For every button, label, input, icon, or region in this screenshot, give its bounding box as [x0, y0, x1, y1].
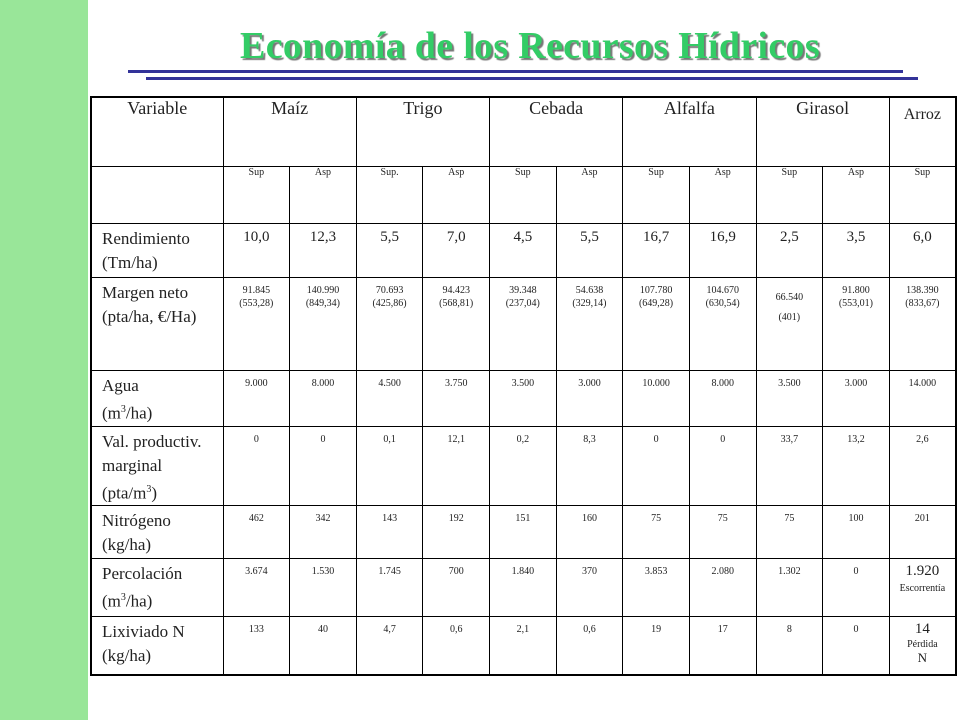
subheader-cell: Sup — [889, 167, 956, 224]
table-cell: 75 — [689, 506, 756, 559]
table-cell: 8,3 — [556, 426, 623, 506]
table-cell: 100 — [823, 506, 890, 559]
table-cell: 19 — [623, 617, 690, 675]
subheader-blank — [91, 167, 223, 224]
table-cell: 133 — [223, 617, 290, 675]
table-row-margen-neto — [91, 278, 956, 371]
table-cell: 140.990 (849,34) — [290, 278, 357, 371]
table-cell: 0,1 — [356, 426, 423, 506]
table-cell: 10,0 — [223, 224, 290, 278]
row-label: Rendimiento (Tm/ha) — [91, 224, 223, 278]
table-cell: 0,6 — [423, 617, 490, 675]
table-cell: 0,2 — [490, 426, 557, 506]
table-cell: 1.530 — [290, 559, 357, 617]
table-row-val-productiv — [91, 426, 956, 506]
table-cell: 1.920 Escorrentía — [889, 559, 956, 617]
table-cell: 4.500 — [356, 371, 423, 427]
header-girasol: Girasol — [756, 97, 889, 167]
table-cell: 201 — [889, 506, 956, 559]
table-cell: 12,1 — [423, 426, 490, 506]
table-cell: 1.840 — [490, 559, 557, 617]
table-cell: 70.693 (425,86) — [356, 278, 423, 371]
table-row-rendimiento — [91, 224, 956, 278]
subheader-cell: Asp — [556, 167, 623, 224]
table-cell: 138.390 (833,67) — [889, 278, 956, 371]
table-cell: 0,6 — [556, 617, 623, 675]
table-cell: 0 — [823, 559, 890, 617]
table-cell: 9.000 — [223, 371, 290, 427]
title-underline-top — [128, 70, 903, 73]
table-cell: 5,5 — [556, 224, 623, 278]
header-maiz: Maíz — [223, 97, 356, 167]
subheader-cell: Sup — [223, 167, 290, 224]
subheader-cell: Sup — [490, 167, 557, 224]
crop-data-table — [90, 96, 957, 676]
table-cell: 14 Pérdida N — [889, 617, 956, 675]
header-row — [91, 97, 956, 167]
table-cell: 107.780 (649,28) — [623, 278, 690, 371]
table-cell: 0 — [689, 426, 756, 506]
table-cell: 91.800 (553,01) — [823, 278, 890, 371]
table-cell: 17 — [689, 617, 756, 675]
table-cell: 0 — [823, 617, 890, 675]
table-cell: 14.000 — [889, 371, 956, 427]
table-cell: 54.638 (329,14) — [556, 278, 623, 371]
row-label: Lixiviado N (kg/ha) — [91, 617, 223, 675]
page-title: Economía de los Recursos Hídricos — [240, 25, 820, 67]
table-cell: 4,5 — [490, 224, 557, 278]
table-cell: 12,3 — [290, 224, 357, 278]
subheader-cell: Asp — [423, 167, 490, 224]
table-row-lixiviado-n — [91, 617, 956, 675]
table-cell: 66.540 (401) — [756, 278, 823, 371]
header-cebada: Cebada — [490, 97, 623, 167]
table-cell: 8.000 — [290, 371, 357, 427]
table-cell: 39.348 (237,04) — [490, 278, 557, 371]
subheader-cell: Asp — [823, 167, 890, 224]
table-cell: 3.500 — [490, 371, 557, 427]
table-cell: 91.845 (553,28) — [223, 278, 290, 371]
table-row-nitrogeno — [91, 506, 956, 559]
table-cell: 151 — [490, 506, 557, 559]
table-cell: 2,1 — [490, 617, 557, 675]
table-cell: 1.302 — [756, 559, 823, 617]
table-cell: 370 — [556, 559, 623, 617]
table-cell: 3,5 — [823, 224, 890, 278]
table-cell: 3.750 — [423, 371, 490, 427]
table-cell: 143 — [356, 506, 423, 559]
table-cell: 0 — [290, 426, 357, 506]
subheader-cell: Asp — [290, 167, 357, 224]
table-cell: 13,2 — [823, 426, 890, 506]
table-cell: 700 — [423, 559, 490, 617]
table-cell: 6,0 — [889, 224, 956, 278]
table-cell: 0 — [223, 426, 290, 506]
table-cell: 8.000 — [689, 371, 756, 427]
table-cell: 0 — [623, 426, 690, 506]
table-cell: 16,7 — [623, 224, 690, 278]
table-cell: 3.000 — [823, 371, 890, 427]
left-accent-bar — [0, 0, 88, 720]
header-variable: Variable — [91, 97, 223, 167]
table-cell: 104.670 (630,54) — [689, 278, 756, 371]
table-cell: 33,7 — [756, 426, 823, 506]
row-label: Nitrógeno (kg/ha) — [91, 506, 223, 559]
table-cell: 1.745 — [356, 559, 423, 617]
table-cell: 2.080 — [689, 559, 756, 617]
subheader-cell: Asp — [689, 167, 756, 224]
subheader-row — [91, 167, 956, 224]
title-underline-bottom — [146, 77, 918, 80]
table-cell: 192 — [423, 506, 490, 559]
table-cell: 462 — [223, 506, 290, 559]
table-cell: 3.000 — [556, 371, 623, 427]
table-cell: 10.000 — [623, 371, 690, 427]
row-label: Percolación $(m^3/ha)$ — [91, 559, 223, 617]
subheader-cell: Sup. — [356, 167, 423, 224]
table-cell: 3.500 — [756, 371, 823, 427]
row-label: Margen neto (pta/ha, €/Ha) — [91, 278, 223, 371]
subheader-cell: Sup — [756, 167, 823, 224]
table-cell: 2,5 — [756, 224, 823, 278]
table-cell: 3.853 — [623, 559, 690, 617]
table-cell: 75 — [756, 506, 823, 559]
table-cell: 40 — [290, 617, 357, 675]
header-trigo: Trigo — [356, 97, 489, 167]
header-alfalfa: Alfalfa — [623, 97, 756, 167]
table-cell: 7,0 — [423, 224, 490, 278]
row-label: Val. productiv. marginal $(pta/m^3)$ — [91, 426, 223, 506]
table-cell: 3.674 — [223, 559, 290, 617]
table-cell: 8 — [756, 617, 823, 675]
table-cell: 16,9 — [689, 224, 756, 278]
table-row-agua — [91, 371, 956, 427]
table-cell: 94.423 (568,81) — [423, 278, 490, 371]
row-label: Agua $(m^3/ha)$ — [91, 371, 223, 427]
subheader-cell: Sup — [623, 167, 690, 224]
table-cell: 2,6 — [889, 426, 956, 506]
table-cell: 160 — [556, 506, 623, 559]
table-cell: 342 — [290, 506, 357, 559]
table-cell: 5,5 — [356, 224, 423, 278]
table-cell: 4,7 — [356, 617, 423, 675]
table-row-percolacion — [91, 559, 956, 617]
table-cell: 75 — [623, 506, 690, 559]
header-arroz: Arroz — [889, 97, 956, 167]
